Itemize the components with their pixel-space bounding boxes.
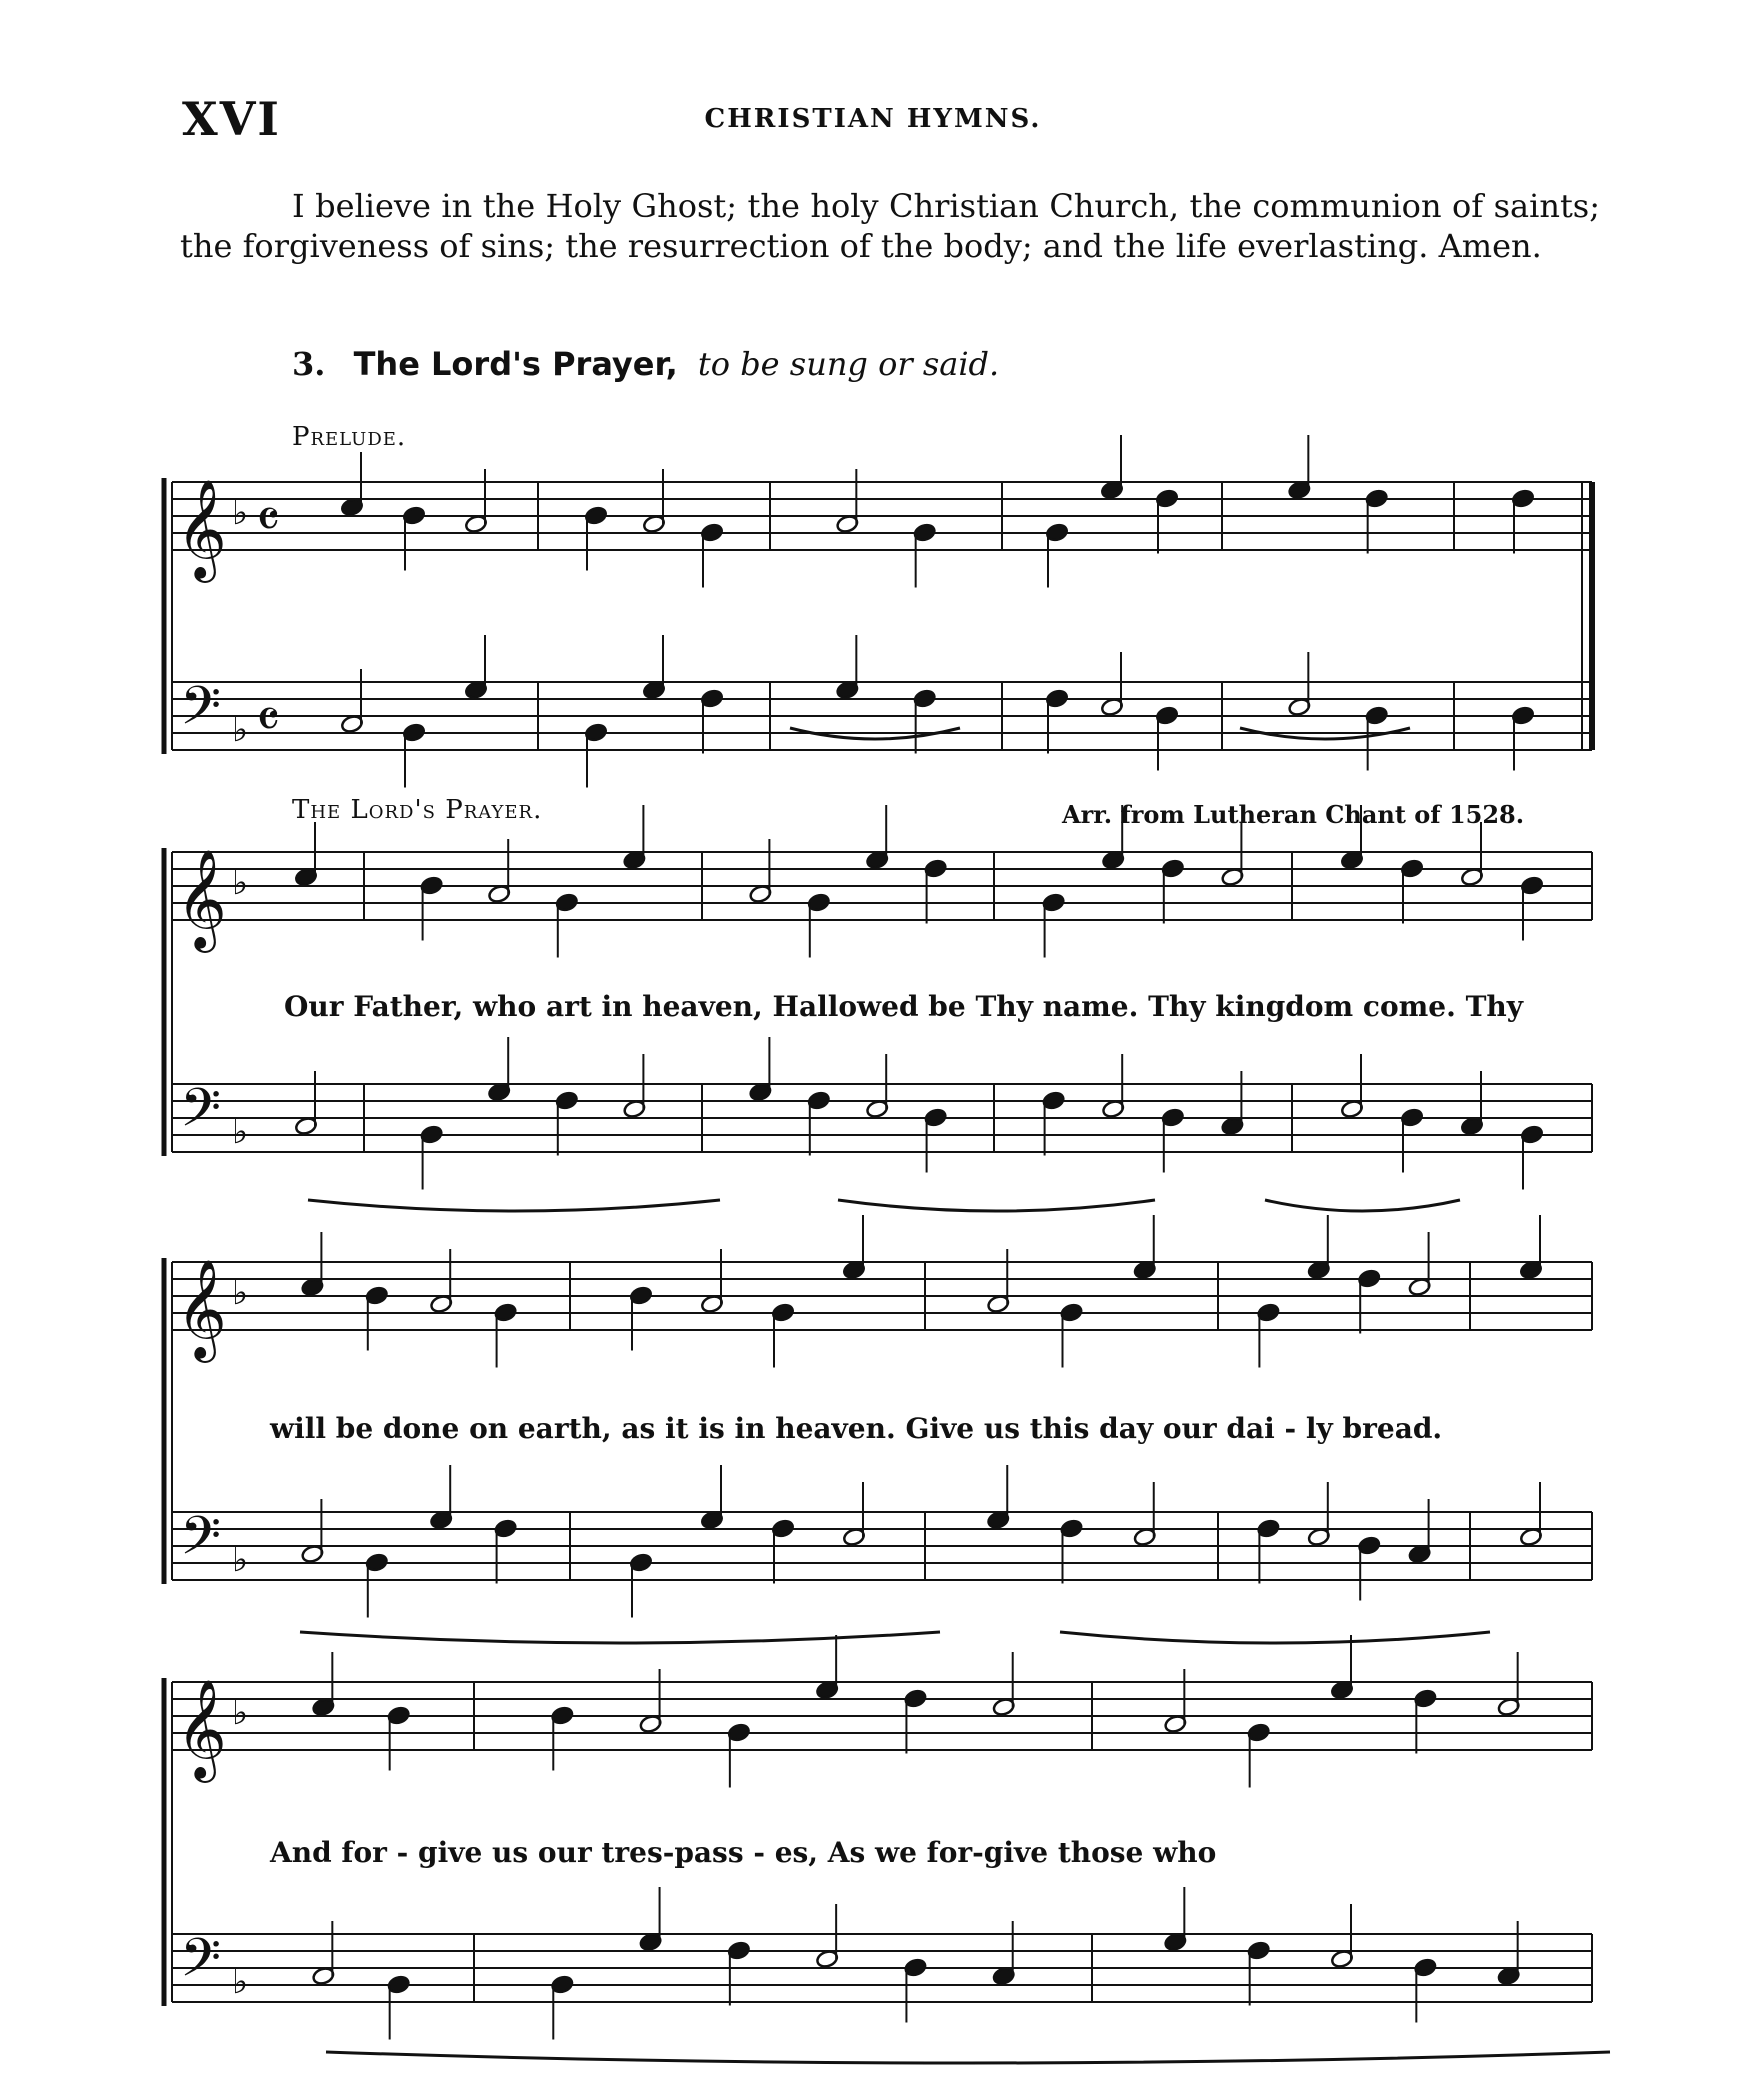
section-number: 3.: [292, 345, 326, 383]
page-number: XVI: [182, 92, 281, 146]
prelude-label: Prelude.: [292, 422, 407, 452]
chant-system-1-bass-flat: ♭: [232, 1112, 249, 1152]
chant-system-3-slur: [326, 2052, 1610, 2063]
attribution: Arr. from Lutheran Chant of 1528.: [1062, 800, 1525, 829]
chant-system-3-bass-clef: 𝄢: [180, 1928, 222, 2002]
chant-system-2-slur: [1060, 1632, 1490, 1643]
chant-system-2-treble-clef: 𝄞: [176, 1259, 227, 1359]
chant-system-1-treble-clef: 𝄞: [176, 849, 227, 949]
chant-system-1-treble-flat: ♭: [232, 863, 249, 903]
chant-system-2-bass-clef: 𝄢: [180, 1506, 222, 1580]
creed-text: I believe in the Holy Ghost; the holy Christian Church, the communion of saints; the forgiveness of sins; the resurrection of the body; and the life everlasting. Amen.: [180, 187, 1600, 265]
chant-system-2-bass-flat: ♭: [232, 1540, 249, 1580]
chant-system-1-slur: [308, 1200, 720, 1211]
chant-system-1-bass-clef: 𝄢: [180, 1078, 222, 1152]
chant-system-3-bass-flat: ♭: [232, 1962, 249, 2002]
prelude-system-treble-clef: 𝄞: [176, 479, 227, 579]
chant-system-1-slur: [1265, 1200, 1460, 1211]
lyrics-line-1: Our Father, who art in heaven, Hallowed be Thy name. Thy kingdom come. Thy: [284, 990, 1524, 1023]
chant-system-3-treble-flat: ♭: [232, 1693, 249, 1733]
chant-system-2-treble-flat: ♭: [232, 1273, 249, 1313]
chant-system-2-slur: [300, 1632, 940, 1643]
section-title: The Lord's Prayer,: [353, 345, 678, 383]
chant-system-3-treble-clef: 𝄞: [176, 1679, 227, 1779]
lyrics-line-3: And for - give us our tres-pass - es, As we for-give those who: [270, 1836, 1217, 1869]
chant-system-1-slur: [838, 1200, 1155, 1211]
prelude-system-treble-flat: ♭: [232, 493, 249, 533]
lords-prayer-label: The Lord's Prayer.: [292, 795, 543, 825]
lyrics-line-2: will be done on earth, as it is in heaven. Give us this day our dai - ly bread.: [270, 1412, 1443, 1445]
prelude-system-treble-time: 𝄴: [256, 488, 281, 551]
prelude-system-bass-flat: ♭: [232, 710, 249, 750]
running-title: CHRISTIAN HYMNS.: [704, 104, 1042, 134]
prelude-system-bass-time: 𝄴: [256, 688, 281, 751]
section-instruction: to be sung or said.: [697, 345, 1000, 383]
prelude-system-bass-clef: 𝄢: [180, 676, 222, 750]
